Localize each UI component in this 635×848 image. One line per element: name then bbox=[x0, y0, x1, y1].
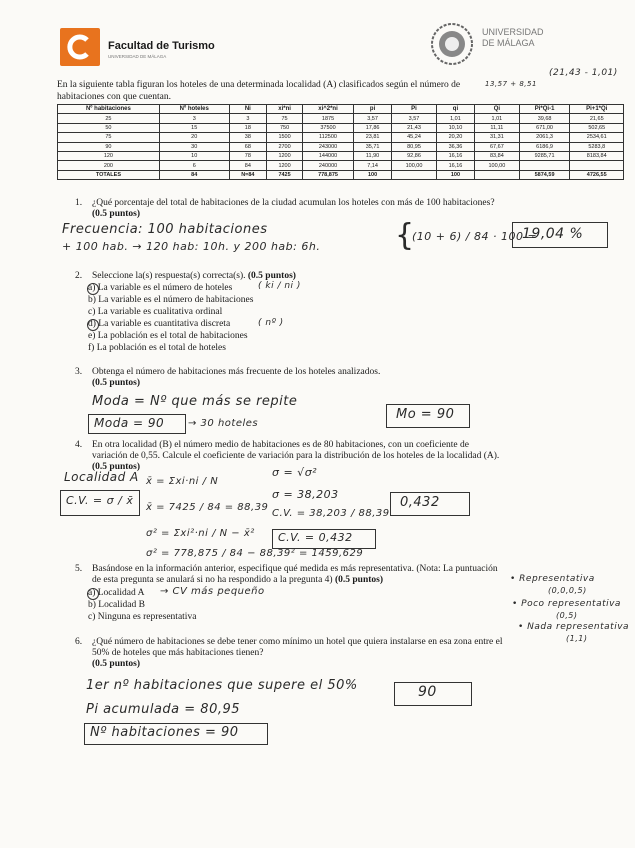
cell: 100 bbox=[353, 170, 391, 179]
cell: 112500 bbox=[303, 133, 354, 142]
hotels-table bbox=[57, 104, 624, 180]
cell: 39,68 bbox=[519, 114, 570, 123]
q5-hw-note1b: (0,0,0,5) bbox=[548, 586, 587, 595]
q4-number: 4. bbox=[75, 440, 83, 450]
cell: 10 bbox=[159, 151, 229, 160]
col-header: Qi bbox=[475, 105, 520, 114]
cell: 50 bbox=[58, 123, 160, 132]
cell: 100,00 bbox=[392, 161, 437, 170]
cell: 84 bbox=[159, 170, 229, 179]
q2-number: 2. bbox=[75, 271, 83, 281]
cell: 75 bbox=[267, 114, 303, 123]
col-header: Pi bbox=[392, 105, 437, 114]
q4-text-2: variación de 0,55. Calcule el coeficiente de variación para la distribución de los hoteles de la localidad (A). bbox=[92, 451, 500, 461]
cell: 5283,8 bbox=[570, 142, 624, 151]
q4-text-1: En otra localidad (B) el número medio de habitaciones es de 80 habitaciones, con un coeficiente de bbox=[92, 440, 469, 450]
intro-line-1: En la siguiente tabla figuran los hoteles de una determinada localidad (A) clasificados según el número de bbox=[57, 80, 461, 90]
q4-hw-loc: Localidad A bbox=[64, 470, 139, 484]
q4-hw-mean-calc: x̄ = 7425 / 84 = 88,39 bbox=[146, 502, 269, 513]
table-row bbox=[58, 123, 624, 132]
q1-points: (0.5 puntos) bbox=[92, 209, 141, 219]
q3-hw-line2: Moda = 90 bbox=[94, 416, 165, 430]
intro-line-2: habitaciones con que cuentan. bbox=[57, 92, 171, 102]
q6-hw-line2: Pi acumulada = 80,95 bbox=[86, 702, 241, 717]
cell: 21,65 bbox=[570, 114, 624, 123]
cell: 37500 bbox=[303, 123, 354, 132]
q1-number: 1. bbox=[75, 198, 83, 208]
cell: 778,875 bbox=[303, 170, 354, 179]
cell: 92,86 bbox=[392, 151, 437, 160]
cell: TOTALES bbox=[58, 170, 160, 179]
q5-number: 5. bbox=[75, 564, 83, 574]
cell: 75 bbox=[58, 133, 160, 142]
cell: 80,95 bbox=[392, 142, 437, 151]
cell: 16,16 bbox=[436, 151, 474, 160]
q4-hw-sigma-formula: σ = √σ² bbox=[272, 466, 318, 479]
q5-text-2 bbox=[92, 575, 383, 586]
cell: 83,84 bbox=[475, 151, 520, 160]
cell: 2061,3 bbox=[519, 133, 570, 142]
table-totals-row bbox=[58, 170, 624, 179]
table-row bbox=[58, 114, 624, 123]
q5-option-a-label: a) Localidad A bbox=[88, 588, 145, 598]
cell bbox=[392, 170, 437, 179]
q4-hw-cv-calc: C.V. = 38,203 / 88,39 bbox=[272, 508, 390, 519]
q4-hw-var-calc: σ² = 778,875 / 84 − 88,39² = 1459,629 bbox=[146, 548, 364, 559]
cell: 1875 bbox=[303, 114, 354, 123]
cell bbox=[519, 161, 570, 170]
table-header-row bbox=[58, 105, 624, 114]
cell: 1,01 bbox=[475, 114, 520, 123]
q3-hw-answer: Mo = 90 bbox=[396, 407, 455, 422]
q5-points: (0.5 puntos) bbox=[334, 575, 384, 585]
q1-bracket: { bbox=[395, 218, 415, 253]
col-header: Nº habitaciones bbox=[58, 105, 160, 114]
q6-hw-answer: 90 bbox=[418, 684, 437, 700]
cell: 3 bbox=[159, 114, 229, 123]
q5-option-b: b) Localidad B bbox=[88, 600, 145, 610]
q2-option-d-label: d) La variable es cuantitativa discreta bbox=[88, 319, 231, 329]
cell: 78 bbox=[229, 151, 266, 160]
q5-hw-note2b: (0,5) bbox=[556, 611, 578, 620]
q6-number: 6. bbox=[75, 637, 83, 647]
cell: 25 bbox=[58, 114, 160, 123]
cell: 2534,61 bbox=[570, 133, 624, 142]
cell: 15 bbox=[159, 123, 229, 132]
cell: 243000 bbox=[303, 142, 354, 151]
q5-hw-note3b: (1,1) bbox=[566, 634, 588, 643]
cell: 90 bbox=[58, 142, 160, 151]
cell: 68 bbox=[229, 142, 266, 151]
q6-hw-line1: 1er nº habitaciones que supere el 50% bbox=[86, 678, 358, 693]
cell: 35,71 bbox=[353, 142, 391, 151]
cell: N=84 bbox=[229, 170, 266, 179]
cell bbox=[475, 170, 520, 179]
q4-hw-cv-result: C.V. = 0,432 bbox=[278, 531, 353, 544]
cell: 144000 bbox=[303, 151, 354, 160]
intro-margin-note-2: 13,57 + 8,51 bbox=[485, 80, 537, 88]
table-row bbox=[58, 151, 624, 160]
cell: 20 bbox=[159, 133, 229, 142]
q5-text-1: Basándose en la información anterior, especifique qué medida es más representativa. (Nota: La puntuación bbox=[92, 564, 498, 574]
intro-margin-note: (21,43 - 1,01) bbox=[549, 68, 618, 78]
q2-option-e: e) La población es el total de habitaciones bbox=[88, 331, 248, 341]
faculty-logo bbox=[60, 28, 100, 66]
cell: 3 bbox=[229, 114, 266, 123]
cell: 5874,59 bbox=[519, 170, 570, 179]
cell: 8183,84 bbox=[570, 151, 624, 160]
cell: 100 bbox=[436, 170, 474, 179]
cell: 31,31 bbox=[475, 133, 520, 142]
table-row bbox=[58, 161, 624, 170]
q3-points: (0.5 puntos) bbox=[92, 378, 141, 388]
q2-option-f: f) La población es el total de hoteles bbox=[88, 343, 226, 353]
q1-hw-result: 19,04 % bbox=[522, 226, 584, 242]
q5-hw-note1: • Representativa bbox=[510, 574, 595, 584]
col-header: Pi*Qi-1 bbox=[519, 105, 570, 114]
cell: 4726,55 bbox=[570, 170, 624, 179]
q4-hw-answer: 0,432 bbox=[400, 495, 440, 510]
cell: 7425 bbox=[267, 170, 303, 179]
q2-points: (0.5 puntos) bbox=[247, 271, 296, 281]
faculty-title: Facultad de Turismo bbox=[108, 40, 215, 52]
cell: 7,14 bbox=[353, 161, 391, 170]
university-name-1: UNIVERSIDAD bbox=[482, 27, 544, 37]
cell: 3,57 bbox=[353, 114, 391, 123]
cell: 6186,9 bbox=[519, 142, 570, 151]
cell: 671,00 bbox=[519, 123, 570, 132]
col-header: qi bbox=[436, 105, 474, 114]
cell: 45,24 bbox=[392, 133, 437, 142]
cell: 11,11 bbox=[475, 123, 520, 132]
cell: 67,67 bbox=[475, 142, 520, 151]
cell: 21,43 bbox=[392, 123, 437, 132]
q3-number: 3. bbox=[75, 367, 83, 377]
q1-hw-line2: + 100 hab. → 120 hab: 10h. y 200 hab: 6h. bbox=[62, 240, 321, 253]
q5-option-a bbox=[88, 588, 144, 599]
cell: 11,90 bbox=[353, 151, 391, 160]
q2-option-a-label: a) La variable es el número de hoteles bbox=[88, 283, 233, 293]
cell: 120 bbox=[58, 151, 160, 160]
q5-hw-note2: • Poco representativa bbox=[512, 599, 621, 609]
col-header: Pi+1*Qi bbox=[570, 105, 624, 114]
cell: 23,81 bbox=[353, 133, 391, 142]
cell: 3,57 bbox=[392, 114, 437, 123]
faculty-subtitle: UNIVERSIDAD DE MÁLAGA bbox=[108, 54, 167, 59]
cell: 10,10 bbox=[436, 123, 474, 132]
cell: 17,86 bbox=[353, 123, 391, 132]
cell: 502,65 bbox=[570, 123, 624, 132]
q6-points: (0.5 puntos) bbox=[92, 659, 141, 669]
cell: 84 bbox=[229, 161, 266, 170]
cell: 2700 bbox=[267, 142, 303, 151]
col-header: pi bbox=[353, 105, 391, 114]
university-name-2: DE MÁLAGA bbox=[482, 38, 535, 48]
q2-option-c: c) La variable es cualitativa ordinal bbox=[88, 307, 223, 317]
q5-question-2: de esta pregunta se anulará si no ha respondido a la pregunta 4) bbox=[92, 575, 333, 585]
q2-option-a bbox=[88, 283, 232, 294]
cell: 36,36 bbox=[436, 142, 474, 151]
q6-text-2: 50% de hoteles que más habitaciones tienen? bbox=[92, 648, 264, 658]
cell: 38 bbox=[229, 133, 266, 142]
q4-hw-sigma-calc: σ = 38,203 bbox=[272, 488, 339, 501]
cell: 16,16 bbox=[436, 161, 474, 170]
q4-hw-mean-formula: x̄ = Σxi·ni / N bbox=[146, 476, 219, 487]
cell: 9285,71 bbox=[519, 151, 570, 160]
table-row bbox=[58, 133, 624, 142]
cell: 20,20 bbox=[436, 133, 474, 142]
university-seal bbox=[430, 22, 474, 66]
col-header: xi^2*ni bbox=[303, 105, 354, 114]
q1-text: ¿Qué porcentaje del total de habitaciones de la ciudad acumulan los hoteles con más de 100 habitaciones? bbox=[92, 198, 495, 208]
col-header: xi*ni bbox=[267, 105, 303, 114]
col-header: Nº hoteles bbox=[159, 105, 229, 114]
cell: 30 bbox=[159, 142, 229, 151]
table-row bbox=[58, 142, 624, 151]
q6-text-1: ¿Qué número de habitaciones se debe tener como mínimo un hotel que quiera instalarse en esa zona entre el bbox=[92, 637, 503, 647]
col-header: Ni bbox=[229, 105, 266, 114]
cell: 1200 bbox=[267, 161, 303, 170]
cell: 1200 bbox=[267, 151, 303, 160]
q3-hw-line1: Moda = Nº que más se repite bbox=[92, 394, 298, 409]
q4-hw-var-formula: σ² = Σxi²·ni / N − x̄² bbox=[146, 528, 255, 539]
cell: 200 bbox=[58, 161, 160, 170]
q3-hw-line2b: → 30 hoteles bbox=[188, 418, 259, 429]
q5-hw-a: → CV más pequeño bbox=[160, 586, 265, 597]
q4-points: (0.5 puntos) bbox=[92, 462, 141, 472]
cell: 18 bbox=[229, 123, 266, 132]
cell: 240000 bbox=[303, 161, 354, 170]
q2-question: Seleccione la(s) respuesta(s) correcta(s). bbox=[92, 271, 246, 281]
q1-hw-line1: Frecuencia: 100 habitaciones bbox=[62, 222, 268, 237]
q3-text: Obtenga el número de habitaciones más frecuente de los hoteles analizados. bbox=[92, 367, 381, 377]
q2-hw-a: ( ki / ni ) bbox=[258, 281, 301, 291]
q5-hw-note3: • Nada representativa bbox=[518, 622, 630, 632]
q2-option-b: b) La variable es el número de habitaciones bbox=[88, 295, 254, 305]
q6-hw-line3: Nº habitaciones = 90 bbox=[90, 725, 239, 740]
q5-option-c: c) Ninguna es representativa bbox=[88, 612, 197, 622]
cell: 1,01 bbox=[436, 114, 474, 123]
q2-option-d bbox=[88, 319, 230, 330]
cell: 6 bbox=[159, 161, 229, 170]
cell: 750 bbox=[267, 123, 303, 132]
q1-hw-formula: (10 + 6) / 84 · 100 = bbox=[412, 230, 538, 243]
cell: 1500 bbox=[267, 133, 303, 142]
cell bbox=[570, 161, 624, 170]
cell: 100,00 bbox=[475, 161, 520, 170]
q2-hw-d: ( nº ) bbox=[258, 318, 284, 328]
q4-hw-cv-formula: C.V. = σ / x̄ bbox=[66, 494, 134, 507]
